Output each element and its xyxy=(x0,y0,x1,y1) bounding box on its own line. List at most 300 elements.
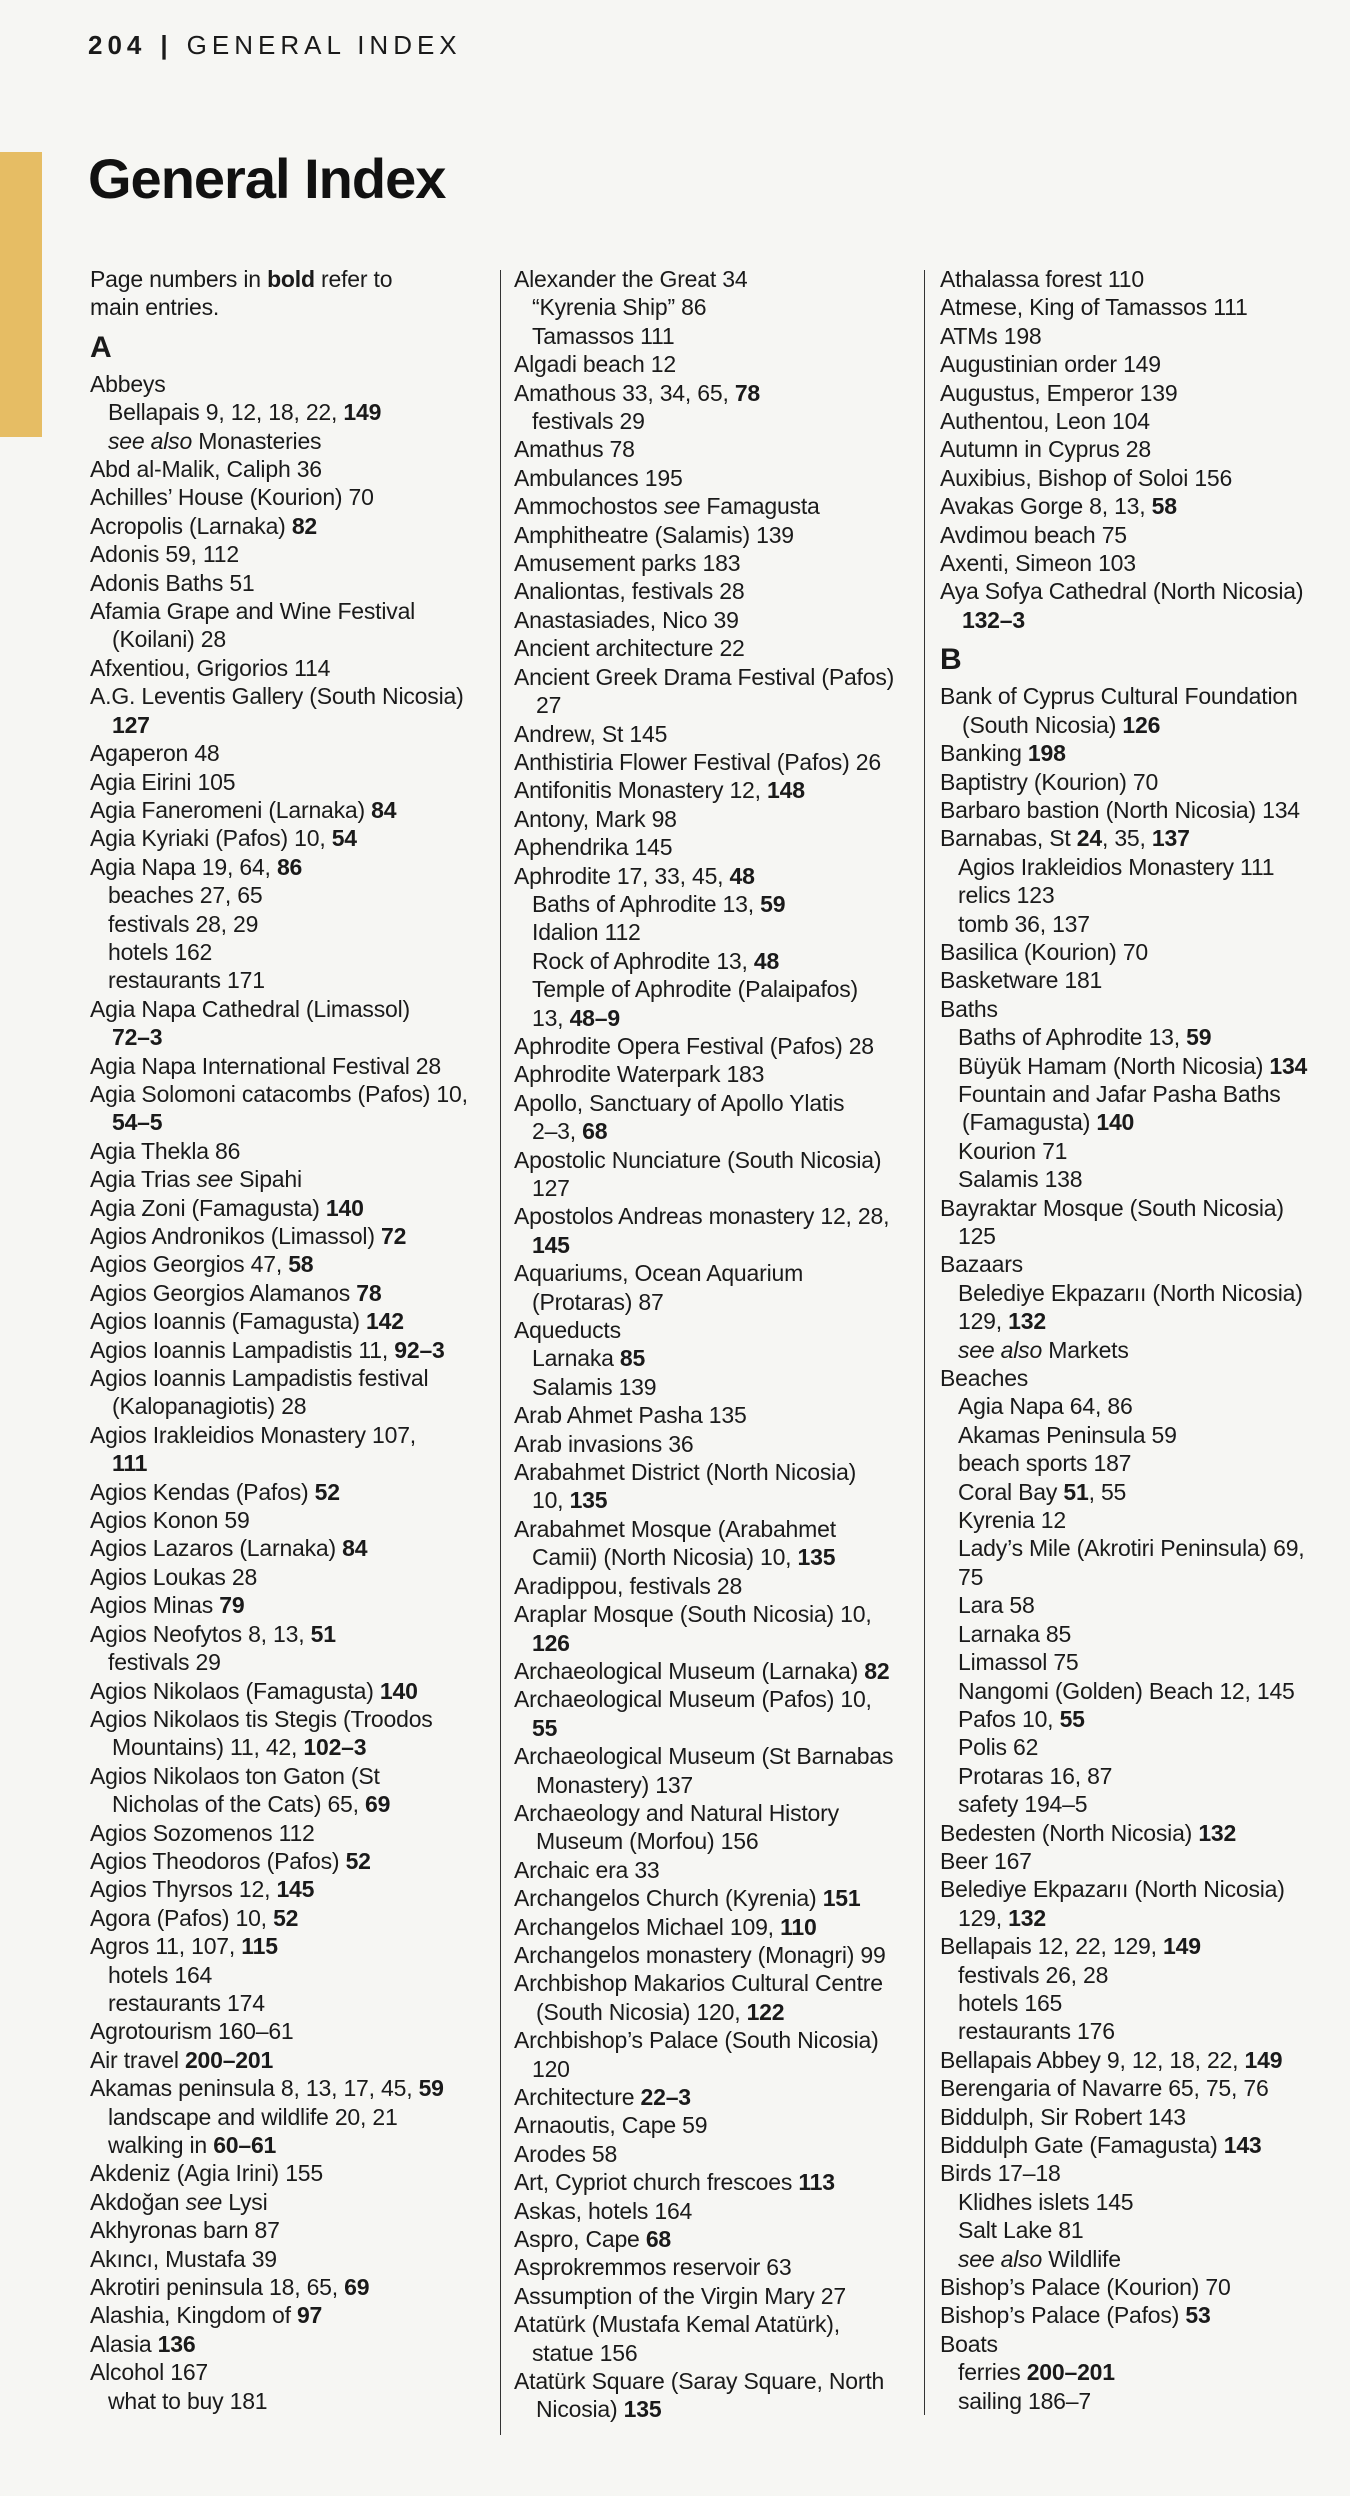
index-subentry xyxy=(90,966,490,994)
index-subentry xyxy=(514,1629,914,1657)
index-subentry xyxy=(90,398,490,426)
index-entry xyxy=(90,654,490,682)
index-entry-continuation xyxy=(90,1392,490,1420)
index-subentry xyxy=(90,427,490,455)
index-entry xyxy=(514,1742,914,1770)
entry-text: Biddulph, Sir Robert 143 xyxy=(940,2103,1186,2130)
index-entry xyxy=(940,1250,1345,1278)
index-entry xyxy=(90,1875,490,1903)
index-entry xyxy=(514,2253,914,2281)
index-entry xyxy=(514,2083,914,2111)
index-entry xyxy=(514,2026,914,2054)
entry-text: 113 xyxy=(798,2169,835,2196)
entry-text: Autumn in Cyprus 28 xyxy=(940,436,1151,463)
index-subentry xyxy=(940,1222,1345,1250)
entry-text: 145 xyxy=(532,1231,570,1258)
entry-text: (South Nicosia) 120, xyxy=(536,1998,747,2025)
index-entry xyxy=(90,1194,490,1222)
index-entry xyxy=(90,1819,490,1847)
entry-text: 120 xyxy=(532,2055,570,2082)
index-subentry xyxy=(514,2055,914,2083)
entry-text: 78 xyxy=(356,1279,382,1306)
index-entry xyxy=(514,663,914,691)
entry-text: 132 xyxy=(1008,1904,1046,1931)
index-subentry xyxy=(940,1790,1345,1818)
entry-text: Aqueducts xyxy=(514,1317,621,1344)
index-subentry xyxy=(940,2216,1345,2244)
index-entry xyxy=(90,1705,490,1733)
index-entry xyxy=(514,1515,914,1543)
entry-text: Lysi xyxy=(222,2188,268,2215)
intro-note xyxy=(90,293,490,321)
index-entry xyxy=(514,634,914,662)
entry-text: Achilles’ House (Kourion) 70 xyxy=(90,484,374,511)
entry-text: 200–201 xyxy=(1026,2359,1115,2386)
entry-text: ATMs 198 xyxy=(940,322,1042,349)
index-entry xyxy=(90,2330,490,2358)
entry-text: , 55 xyxy=(1088,1478,1127,1505)
index-entry xyxy=(514,1657,914,1685)
entry-text: 68 xyxy=(582,1118,608,1145)
entry-text: Aphrodite Waterpark 183 xyxy=(514,1061,765,1088)
index-entry xyxy=(90,2159,490,2187)
entry-text: 143 xyxy=(1223,2132,1262,2158)
index-subentry xyxy=(514,1004,914,1032)
index-entry xyxy=(90,540,490,568)
index-entry xyxy=(940,768,1345,796)
index-entry xyxy=(940,350,1345,378)
entry-text: Agia Solomoni catacombs (Pafos) 10, xyxy=(90,1080,468,1107)
entry-text: Agia Napa Cathedral (Limassol) xyxy=(90,995,410,1022)
entry-text: Polis 62 xyxy=(958,1734,1039,1761)
entry-text: 111 xyxy=(112,1450,148,1477)
entry-text: Agros 11, 107, xyxy=(90,1933,242,1960)
index-entry xyxy=(90,1506,490,1534)
index-entry xyxy=(90,1279,490,1307)
index-subentry xyxy=(940,1563,1345,1591)
entry-text: 69 xyxy=(344,2274,370,2301)
column-divider xyxy=(500,270,501,2435)
index-subentry xyxy=(90,2131,490,2159)
entry-text: 142 xyxy=(366,1308,404,1335)
index-entry xyxy=(90,512,490,540)
entry-text: walking in xyxy=(108,2132,214,2158)
entry-text: 115 xyxy=(241,1933,278,1960)
index-entry xyxy=(90,1847,490,1875)
entry-text: Agios Lazaros (Larnaka) xyxy=(90,1535,343,1562)
entry-text: Agios Kendas (Pafos) xyxy=(90,1478,315,1505)
index-entry xyxy=(940,549,1345,577)
entry-text: Apollo, Sanctuary of Apollo Ylatis xyxy=(514,1089,845,1116)
entry-text: Bazaars xyxy=(940,1251,1023,1278)
index-subentry xyxy=(940,1279,1345,1307)
entry-text: Agios Neofytos 8, 13, xyxy=(90,1620,311,1647)
entry-text: Ammochostos xyxy=(514,493,664,520)
entry-text: Atmese, King of Tamassos 111 xyxy=(940,294,1248,321)
entry-text: 132 xyxy=(1008,1308,1046,1335)
letter-heading xyxy=(90,332,490,364)
entry-text: see xyxy=(185,2188,223,2215)
index-entry xyxy=(90,1620,490,1648)
entry-text: 52 xyxy=(273,1904,299,1931)
index-entry xyxy=(90,1052,490,1080)
index-entry xyxy=(90,2017,490,2045)
index-subentry xyxy=(940,1904,1345,1932)
entry-text: Mountains) 11, 42, xyxy=(112,1734,304,1761)
index-subentry xyxy=(90,2387,490,2415)
entry-text: Boats xyxy=(940,2330,998,2357)
header-separator: | xyxy=(160,30,173,60)
index-entry xyxy=(90,2358,490,2386)
index-entry xyxy=(90,370,490,398)
entry-text: Agios Ioannis Lampadistis 11, xyxy=(90,1336,395,1363)
index-entry xyxy=(940,682,1345,710)
entry-text: A xyxy=(90,330,112,364)
section-color-tab xyxy=(0,152,42,437)
entry-text: Barbaro bastion (North Nicosia) 134 xyxy=(940,796,1300,823)
entry-text: see also xyxy=(958,2245,1043,2272)
entry-text: 140 xyxy=(379,1677,418,1704)
entry-text: (South Nicosia) xyxy=(962,711,1123,738)
entry-text: Baths xyxy=(940,995,998,1022)
entry-text: Atatürk Square (Saray Square, North xyxy=(514,2368,885,2395)
entry-text: 148 xyxy=(767,777,805,804)
entry-text: Agios Ioannis Lampadistis festival xyxy=(90,1365,429,1392)
entry-text: Abbeys xyxy=(90,370,166,397)
entry-text: Akamas peninsula 8, 13, 17, 45, xyxy=(90,2075,419,2102)
entry-text: “Kyrenia Ship” 86 xyxy=(532,294,707,321)
index-subentry xyxy=(514,918,914,946)
index-entry xyxy=(90,1080,490,1108)
index-entry xyxy=(514,1884,914,1912)
index-entry xyxy=(90,1364,490,1392)
entry-text: 135 xyxy=(623,2396,662,2423)
entry-text: 54–5 xyxy=(112,1109,163,1136)
index-entry xyxy=(514,1685,914,1713)
index-entry xyxy=(90,1336,490,1364)
entry-text: Archbishop Makarios Cultural Centre xyxy=(514,1970,883,1997)
entry-text: Rock of Aphrodite 13, xyxy=(532,947,754,974)
entry-text: Agios Sozomenos 112 xyxy=(90,1819,315,1846)
entry-text: Agia Napa 64, 86 xyxy=(958,1393,1133,1420)
entry-text: Afamia Grape and Wine Festival xyxy=(90,598,416,625)
entry-text: Agios Konon 59 xyxy=(90,1507,250,1534)
entry-text: 48 xyxy=(753,947,780,974)
index-subentry xyxy=(514,1344,914,1372)
index-entry xyxy=(514,720,914,748)
index-subentry xyxy=(514,1174,914,1202)
index-entry xyxy=(90,1762,490,1790)
entry-text: Archbishop’s Palace (South Nicosia) xyxy=(514,2027,879,2054)
index-subentry xyxy=(940,1165,1345,1193)
index-entry xyxy=(940,1847,1345,1875)
entry-text: (Protaras) 87 xyxy=(532,1288,664,1315)
entry-text: 84 xyxy=(342,1535,368,1562)
entry-text: Bellapais Abbey 9, 12, 18, 22, xyxy=(940,2046,1245,2073)
entry-text: 92–3 xyxy=(394,1336,445,1363)
index-entry xyxy=(940,265,1345,293)
entry-text: Archangelos monastery (Monagri) 99 xyxy=(514,1941,886,1968)
letter-heading xyxy=(940,644,1345,676)
entry-text: what to buy 181 xyxy=(108,2387,268,2414)
index-entry-continuation xyxy=(90,1733,490,1761)
entry-text: Akdoğan xyxy=(90,2188,186,2215)
index-entry xyxy=(940,2131,1345,2159)
index-entry xyxy=(514,1430,914,1458)
entry-text: Barnabas, St xyxy=(940,825,1077,852)
index-entry xyxy=(940,966,1345,994)
entry-text: Agios Andronikos (Limassol) xyxy=(90,1223,381,1249)
index-entry xyxy=(940,407,1345,435)
index-entry xyxy=(514,2367,914,2395)
index-entry xyxy=(514,1032,914,1060)
index-entry xyxy=(514,2111,914,2139)
entry-text: , 35, xyxy=(1101,825,1152,852)
page-title: General Index xyxy=(88,147,446,210)
entry-text: Limassol 75 xyxy=(958,1649,1079,1676)
index-entry xyxy=(90,1677,490,1705)
entry-text: 127 xyxy=(532,1175,570,1201)
entry-text: festivals 29 xyxy=(532,408,645,435)
entry-text: see xyxy=(663,493,701,520)
index-subentry xyxy=(940,1762,1345,1790)
index-entry xyxy=(90,824,490,852)
index-entry xyxy=(940,796,1345,824)
entry-text: 127 xyxy=(112,711,150,738)
entry-text: 82 xyxy=(291,512,317,539)
entry-text: Auxibius, Bishop of Soloi 156 xyxy=(940,464,1233,491)
index-entry xyxy=(90,1137,490,1165)
index-subentry xyxy=(940,1336,1345,1364)
index-subentry xyxy=(940,1677,1345,1705)
entry-text: 132–3 xyxy=(962,606,1025,633)
entry-text: landscape and wildlife 20, 21 xyxy=(108,2103,398,2130)
entry-text: hotels 162 xyxy=(108,938,213,965)
entry-text: Bishop’s Palace (Pafos) xyxy=(940,2302,1186,2329)
index-entry xyxy=(940,2159,1345,2187)
index-entry xyxy=(514,1202,914,1230)
entry-text: Salamis 139 xyxy=(532,1373,657,1400)
entry-text: Algadi beach 12 xyxy=(514,351,676,378)
column-divider xyxy=(924,270,925,2415)
index-subentry xyxy=(940,881,1345,909)
index-entry xyxy=(90,455,490,483)
entry-text: Wildlife xyxy=(1042,2245,1121,2272)
index-entry xyxy=(940,2074,1345,2102)
index-entry xyxy=(940,464,1345,492)
index-entry xyxy=(90,569,490,597)
index-subentry xyxy=(514,407,914,435)
index-subentry xyxy=(940,2188,1345,2216)
index-entry xyxy=(90,1904,490,1932)
entry-text: Monastery) 137 xyxy=(536,1771,693,1798)
index-entry xyxy=(514,2310,914,2338)
entry-text: Archaeological Museum (Pafos) 10, xyxy=(514,1686,872,1713)
index-entry-continuation xyxy=(514,2395,914,2423)
index-entry xyxy=(90,2216,490,2244)
index-entry xyxy=(90,682,490,710)
entry-text: Arab Ahmet Pasha 135 xyxy=(514,1402,747,1429)
entry-text: Abd al-Malik, Caliph 36 xyxy=(90,456,322,483)
index-entry xyxy=(90,1534,490,1562)
entry-text: Agios Irakleidios Monastery 107, xyxy=(90,1421,416,1448)
index-entry xyxy=(514,1316,914,1344)
entry-text: Augustinian order 149 xyxy=(940,351,1161,378)
index-subentry xyxy=(90,910,490,938)
index-entry xyxy=(514,521,914,549)
entry-text: 136 xyxy=(157,2330,196,2357)
index-entry xyxy=(940,2330,1345,2358)
entry-text: Agia Thekla 86 xyxy=(90,1137,241,1164)
index-entry xyxy=(90,739,490,767)
index-entry xyxy=(940,379,1345,407)
index-entry xyxy=(514,379,914,407)
index-subentry xyxy=(940,2017,1345,2045)
entry-text: Archangelos Church (Kyrenia) xyxy=(514,1885,823,1912)
entry-text: Arabahmet District (North Nicosia) xyxy=(514,1459,857,1486)
index-subentry xyxy=(90,881,490,909)
entry-text: Antony, Mark 98 xyxy=(514,805,677,832)
index-subentry xyxy=(940,1961,1345,1989)
entry-text: Agia Eirini 105 xyxy=(90,768,236,795)
entry-text: Temple of Aphrodite (Palaipafos) xyxy=(532,976,859,1003)
entry-text: Andrew, St 145 xyxy=(514,720,668,747)
index-entry xyxy=(514,862,914,890)
entry-text: Beaches xyxy=(940,1365,1029,1392)
entry-text: 200–201 xyxy=(184,2046,274,2073)
entry-text: Birds 17–18 xyxy=(940,2160,1061,2187)
index-subentry xyxy=(514,2339,914,2367)
index-entry-continuation xyxy=(940,606,1345,634)
index-subentry xyxy=(514,293,914,321)
index-entry xyxy=(514,833,914,861)
index-entry xyxy=(940,1875,1345,1903)
index-entry xyxy=(940,1819,1345,1847)
index-entry xyxy=(90,1478,490,1506)
entry-text: 140 xyxy=(325,1194,364,1221)
entry-text: Adonis 59, 112 xyxy=(90,541,239,568)
index-entry xyxy=(90,1222,490,1250)
entry-text: 58 xyxy=(1151,493,1177,520)
index-entry xyxy=(514,1572,914,1600)
entry-text: Alasia xyxy=(90,2330,158,2357)
entry-text: Banking xyxy=(940,740,1028,767)
entry-text: Belediye Ekpazarıı (North Nicosia) xyxy=(940,1876,1285,1903)
entry-text: Avdimou beach 75 xyxy=(940,521,1127,548)
index-entry xyxy=(514,1146,914,1174)
entry-text: Larnaka xyxy=(532,1345,620,1372)
index-entry-continuation xyxy=(90,1023,490,1051)
entry-text: 54 xyxy=(331,825,357,852)
index-subentry xyxy=(940,1137,1345,1165)
entry-text: 137 xyxy=(1151,825,1190,852)
index-entry xyxy=(940,322,1345,350)
entry-text: Agrotourism 160–61 xyxy=(90,2018,294,2045)
entry-text: Art, Cypriot church frescoes xyxy=(514,2169,799,2196)
entry-text: 72–3 xyxy=(112,1024,163,1051)
index-entry xyxy=(940,2301,1345,2329)
entry-text: 126 xyxy=(1122,711,1161,738)
entry-text: Famagusta xyxy=(700,493,820,520)
index-entry-continuation xyxy=(90,625,490,653)
entry-text: 48–9 xyxy=(569,1004,620,1031)
index-column-2 xyxy=(514,265,914,2424)
entry-text: 134 xyxy=(1269,1052,1308,1079)
entry-text: Agios Nikolaos tis Stegis (Troodos xyxy=(90,1705,433,1732)
index-subentry xyxy=(940,1989,1345,2017)
entry-text: festivals 28, 29 xyxy=(108,910,259,937)
index-entry xyxy=(90,1250,490,1278)
entry-text: Akamas Peninsula 59 xyxy=(958,1421,1177,1448)
entry-text: 55 xyxy=(1059,1705,1085,1732)
entry-text: Amathus 78 xyxy=(514,436,635,463)
index-entry xyxy=(514,577,914,605)
entry-text: Coral Bay xyxy=(958,1478,1064,1505)
entry-text: see xyxy=(196,1166,233,1193)
entry-text: Air travel xyxy=(90,2046,185,2073)
entry-text: 52 xyxy=(314,1478,340,1505)
entry-text: 122 xyxy=(746,1998,785,2025)
entry-text: Nangomi (Golden) Beach 12, 145 xyxy=(958,1677,1295,1704)
index-entry xyxy=(940,577,1345,605)
entry-text: Aradippou, festivals 28 xyxy=(514,1572,743,1599)
entry-text: hotels 164 xyxy=(108,1961,213,1988)
running-header xyxy=(88,30,462,61)
index-entry xyxy=(90,1421,490,1449)
entry-text: Askas, hotels 164 xyxy=(514,2197,693,2224)
index-subentry xyxy=(90,1989,490,2017)
entry-text: Lady’s Mile (Akrotiri Peninsula) 69, xyxy=(958,1535,1305,1562)
entry-text: Arnaoutis, Cape 59 xyxy=(514,2112,708,2139)
entry-text: Ancient architecture 22 xyxy=(514,635,745,662)
entry-text: Akrotiri peninsula 18, 65, xyxy=(90,2274,345,2301)
entry-text: Acropolis (Larnaka) xyxy=(90,512,292,539)
index-entry xyxy=(514,492,914,520)
entry-text: Lara 58 xyxy=(958,1592,1035,1619)
index-entry xyxy=(90,1307,490,1335)
entry-text: 60–61 xyxy=(213,2132,277,2158)
entry-text: 55 xyxy=(532,1714,558,1741)
entry-text: Authentou, Leon 104 xyxy=(940,408,1150,435)
entry-text: Agios Theodoros (Pafos) xyxy=(90,1847,346,1874)
page-number: 204 xyxy=(88,30,147,60)
index-entry xyxy=(514,1458,914,1486)
entry-text: Page numbers in xyxy=(90,266,268,292)
index-entry xyxy=(514,350,914,378)
entry-text: Arabahmet Mosque (Arabahmet xyxy=(514,1515,836,1542)
entry-text: Tamassos 111 xyxy=(532,322,675,349)
index-subentry xyxy=(940,1648,1345,1676)
index-entry xyxy=(514,1856,914,1884)
index-entry xyxy=(940,1932,1345,1960)
entry-text: 27 xyxy=(536,692,562,719)
entry-text: 85 xyxy=(619,1345,646,1372)
entry-text: Baths of Aphrodite 13, xyxy=(532,890,761,917)
index-entry-continuation xyxy=(90,1449,490,1477)
entry-text: Beer 167 xyxy=(940,1847,1032,1874)
index-entry xyxy=(514,2282,914,2310)
index-entry xyxy=(90,2074,490,2102)
entry-text: Augustus, Emperor 139 xyxy=(940,379,1178,406)
index-subentry xyxy=(940,1392,1345,1420)
entry-text: Amphitheatre (Salamis) 139 xyxy=(514,521,794,548)
entry-text: Camii) (North Nicosia) 10, xyxy=(532,1544,798,1571)
index-subentry xyxy=(514,1714,914,1742)
entry-text: 53 xyxy=(1185,2302,1211,2329)
index-subentry xyxy=(940,1052,1345,1080)
entry-text: 149 xyxy=(1163,1933,1201,1960)
entry-text: Büyük Hamam (North Nicosia) xyxy=(958,1052,1270,1079)
